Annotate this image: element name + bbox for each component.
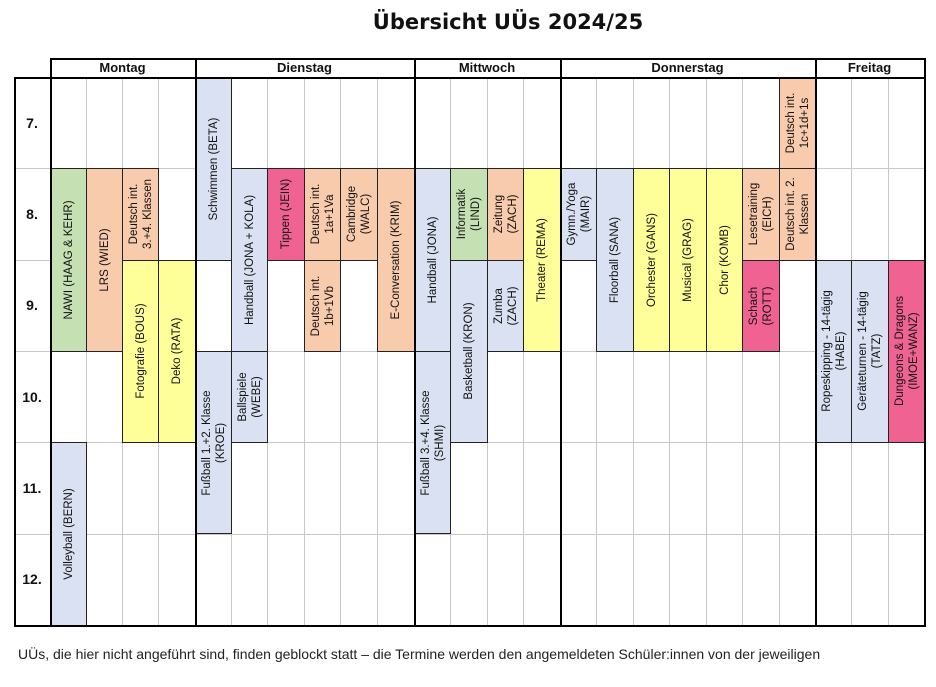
event-label-line: Schach <box>748 286 760 325</box>
event-label <box>309 184 337 245</box>
event-label <box>426 217 440 304</box>
day-separator <box>924 58 926 627</box>
hour-label: 12. <box>22 571 42 588</box>
event-block <box>523 168 561 352</box>
event-label-line: Zeitung <box>492 195 505 234</box>
event-label <box>236 372 264 421</box>
event-block <box>304 260 341 352</box>
event-label-line: Zumba <box>492 287 505 324</box>
event-label-line: Handball (JONA + KOLA) <box>243 195 256 326</box>
event-label-line: Deutsch int. <box>309 275 322 337</box>
event-label <box>279 179 293 250</box>
event-label-line: (ZACH) <box>506 286 519 326</box>
event-block <box>596 168 634 352</box>
event-label-line: (EICH) <box>762 196 774 233</box>
event-label-line: (TATZ) <box>871 334 883 369</box>
event-label-line: Cambridge <box>346 186 358 243</box>
event-label-line: (LIND) <box>470 197 482 232</box>
event-label-line: Fußball 3.+4. Klasse <box>419 390 432 496</box>
event-block <box>851 260 889 444</box>
event-label <box>455 189 483 240</box>
event-block <box>487 260 524 352</box>
event-label-line: (KROE) <box>214 422 227 463</box>
event-label <box>718 225 732 295</box>
day-separator <box>815 58 817 627</box>
day-header: Donnerstag <box>651 60 724 75</box>
event-label <box>207 117 221 220</box>
event-label-line: (WALC) <box>360 194 372 235</box>
event-label-line: (MAIR) <box>579 196 592 233</box>
event-label-line: (ZACH) <box>506 194 519 234</box>
event-label-line: Chor (KOMB) <box>718 225 731 295</box>
event-block <box>706 168 743 352</box>
event-label-line: Deutsch int. <box>127 184 140 245</box>
hour-label: 10. <box>22 388 42 405</box>
event-label-line: Gymn./Yoga <box>565 183 578 246</box>
hour-label: 8. <box>26 205 38 222</box>
event-block <box>304 168 341 260</box>
event-label <box>462 303 476 400</box>
event-label-line: Theater (REMA) <box>536 218 548 302</box>
event-label-line: Handball (JONA) <box>426 216 439 304</box>
header-top-line <box>50 58 926 60</box>
event-label-line: Deutsch int. <box>784 92 797 154</box>
event-label-line: Dungeons & Dragons <box>893 296 906 407</box>
event-label <box>170 318 184 385</box>
event-label-line: Fußball 1.+2. Klasse <box>200 390 213 496</box>
day-separator <box>414 58 416 627</box>
day-header: Mittwoch <box>458 60 516 75</box>
event-label-line: LRS (WIED) <box>98 228 111 292</box>
event-label-line: (ROTT) <box>762 286 774 326</box>
event-label <box>535 218 549 302</box>
event-label-line: Deutsch int. <box>309 184 322 245</box>
event-label-line: Musical (GRAG) <box>682 218 694 302</box>
event-label-line: Volleyball (BERN) <box>62 488 75 580</box>
event-label <box>747 183 775 246</box>
event-label <box>389 201 403 320</box>
event-label-line: 1c+1d+1s <box>798 97 811 149</box>
hour-label: 11. <box>22 479 42 496</box>
event-label <box>608 217 622 303</box>
event-label-line: Schwimmen (BETA) <box>207 117 220 221</box>
event-label-line: (WEBE) <box>250 376 263 418</box>
event-block <box>633 168 670 352</box>
event-label <box>784 93 812 154</box>
event-label <box>681 218 695 302</box>
event-label <box>309 275 337 336</box>
event-label <box>62 488 76 579</box>
event-block <box>815 260 852 444</box>
event-block <box>742 260 780 352</box>
event-label-line: Ropeskipping - 14-tägig <box>820 290 833 413</box>
event-block <box>450 168 488 260</box>
event-label-line: (IMOE+WANZ) <box>907 312 920 390</box>
hour-label: 9. <box>26 297 38 314</box>
footer-note: UÜs, die hier nicht angeführt sind, finden geblockt statt – die Termine werden den angemeldeten Schüler:innen von der jeweiligen <box>18 646 821 662</box>
event-label-line: Lesetraining <box>748 183 760 246</box>
event-label <box>419 390 447 495</box>
event-label-line: E-Conversation (KRIM) <box>390 200 402 320</box>
event-label <box>820 291 848 412</box>
event-block <box>195 77 232 261</box>
table-left-line <box>14 77 16 627</box>
event-block <box>340 168 378 260</box>
event-label-line: Informatik <box>456 189 468 240</box>
event-label <box>62 201 76 320</box>
event-block <box>231 168 268 352</box>
header-bottom-line <box>14 77 926 79</box>
event-label <box>345 186 373 242</box>
event-block <box>122 260 159 444</box>
event-block <box>50 168 87 352</box>
event-label-line: Floorball (SANA) <box>609 216 621 304</box>
day-separator <box>195 58 197 627</box>
event-label <box>565 183 593 246</box>
day-separator <box>50 58 52 627</box>
event-label <box>893 296 921 406</box>
event-label <box>98 228 112 291</box>
event-block <box>742 168 780 260</box>
event-label <box>200 390 228 495</box>
event-block <box>122 168 159 260</box>
event-block <box>414 168 451 352</box>
event-block <box>414 351 451 535</box>
event-label-line: Klassen <box>798 193 811 235</box>
event-block <box>195 351 232 535</box>
event-label <box>784 178 812 252</box>
event-label-line: Ballspiele <box>236 372 249 422</box>
event-label-line: Tippen (JEIN) <box>280 179 292 250</box>
table-bottom-line <box>14 625 926 627</box>
event-label <box>856 292 884 412</box>
event-label <box>747 286 775 325</box>
page-title: Übersicht UÜs 2024/25 <box>372 10 644 34</box>
event-block <box>158 260 196 444</box>
event-block <box>779 168 816 260</box>
hour-label: 7. <box>26 114 38 131</box>
event-block <box>86 168 123 352</box>
event-label <box>492 286 520 325</box>
day-header: Montag <box>99 60 146 75</box>
event-label-line: Deko (RATA) <box>171 318 183 385</box>
day-header: Freitag <box>847 60 892 75</box>
event-label-line: 1a+1Va <box>323 194 336 235</box>
event-label <box>492 195 520 234</box>
event-block <box>267 168 305 260</box>
event-block <box>669 168 707 352</box>
event-label-line: NAWI (HAAG & KEHR) <box>62 200 75 320</box>
event-block <box>377 168 415 352</box>
event-label <box>243 195 257 325</box>
event-label-line: Basketball (KRON) <box>463 302 475 400</box>
event-label-line: (HABE) <box>834 331 847 371</box>
day-header: Dienstag <box>277 60 332 75</box>
event-label-line: Orchester (GANS) <box>645 213 658 308</box>
event-block <box>450 260 488 444</box>
day-separator <box>560 58 562 627</box>
event-label-line: 1b+1Vb <box>323 285 336 326</box>
event-label <box>134 304 148 399</box>
event-label-line: 3.+4. Klassen <box>141 179 154 250</box>
event-label <box>127 179 155 249</box>
event-label-line: (SHMI) <box>433 424 446 461</box>
event-block <box>779 77 816 169</box>
event-block <box>560 168 597 260</box>
event-label-line: Fotografie (BOUS) <box>134 303 147 400</box>
event-block <box>50 442 87 626</box>
event-label <box>645 213 659 307</box>
event-label-line: Geräteturnen - 14-tägig <box>857 291 869 412</box>
event-block <box>231 351 268 443</box>
event-block <box>888 260 925 444</box>
hour-gridline <box>14 534 924 535</box>
event-label-line: Deutsch int. 2. <box>784 177 797 252</box>
event-block <box>487 168 524 260</box>
